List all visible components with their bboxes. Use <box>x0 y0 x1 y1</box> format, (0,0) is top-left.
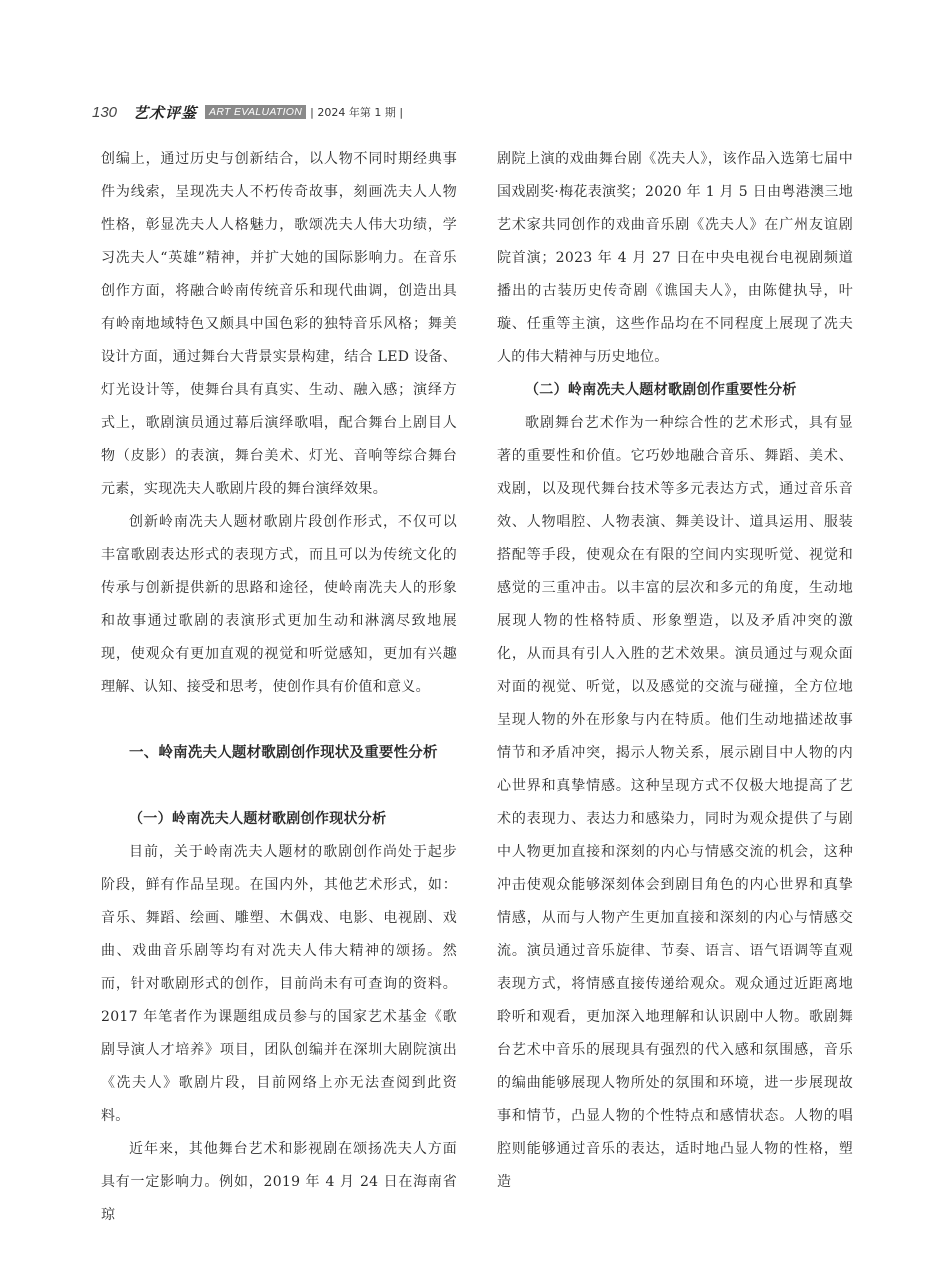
left-column <box>101 143 457 1232</box>
paragraph: 剧院上演的戏曲舞台剧《冼夫人》，该作品入选第七届中国戏剧奖·梅花表演奖；2020 年 1 月 5 日由粤港澳三地艺术家共同创作的戏曲音乐剧《冼夫人》在广州友谊剧院首演；2023 年 4 月 27 日在中央电视台电视剧频道播出的古装历史传奇剧《谯国夫人》，由陈健执导，叶璇、任重等主演，这些作品均在不同程度上展现了冼夫人的伟大精神与历史地位。 <box>497 151 853 365</box>
paragraph: 创编上，通过历史与创新结合，以人物不同时期经典事件为线索，呈现冼夫人不朽传奇故事，刻画冼夫人人物性格，彰显冼夫人人格魅力，歌颂冼夫人伟大功绩，学习冼夫人“英雄”精神，并扩大她的国际影响力。在音乐创作方面，将融合岭南传统音乐和现代曲调，创造出具有岭南地域特色又颇具中国色彩的独特音乐风格；舞美设计方面，通过舞台大背景实景构建，结合 LED 设备、灯光设计等，使舞台具有真实、生动、融入感；演绎方式上，歌剧演员通过幕后演绎歌唱，配合舞台上剧目人物（皮影）的表演，舞台美术、灯光、音响等综合舞台元素，实现冼夫人歌剧片段的舞台演绎效果。 <box>101 151 457 497</box>
subsection-heading: （一）岭南冼夫人题材歌剧创作现状分析 <box>129 811 387 827</box>
subsection-heading: （二）岭南冼夫人题材歌剧创作重要性分析 <box>525 382 797 398</box>
paragraph: 创新岭南冼夫人题材歌剧片段创作形式，不仅可以丰富歌剧表达形式的表现方式，而且可以为传统文化的传承与创新提供新的思路和途径，使岭南冼夫人的形象和故事通过歌剧的表演形式更加生动和淋漓尽致地展现，使观众有更加直观的视觉和听觉感知，更加有兴趣理解、认知、接受和思考，使创作具有价值和意义。 <box>101 514 457 695</box>
paragraph: 歌剧舞台艺术作为一种综合性的艺术形式，具有显著的重要性和价值。它巧妙地融合音乐、舞蹈、美术、戏剧，以及现代舞台技术等多元表达方式，通过音乐音效、人物唱腔、人物表演、舞美设计、道具运用、服装搭配等手段，使观众在有限的空间内实现听觉、视觉和感觉的三重冲击。以丰富的层次和多元的角度，生动地展现人物的性格特质、形象塑造，以及矛盾冲突的激化，从而具有引人入胜的艺术效果。演员通过与观众面对面的视觉、听觉，以及感觉的交流与碰撞，全方位地呈现人物的外在形象与内在特质。他们生动地描述故事情节和矛盾冲突，揭示人物关系，展示剧目中人物的内心世界和真挚情感。这种呈现方式不仅极大地提高了艺术的表现力、表达力和感染力，同时为观众提供了与剧中人物更加直接和深刻的内心与情感交流的机会，这种冲击使观众能够深刻体会到剧目角色的内心世界和真挚情感，从而与人物产生更加直接和深刻的内心与情感交流。演员通过音乐旋律、节奏、语言、语气语调等直观表现方式，将情感直接传递给观众。观众通过近距离地聆听和观看，更加深入地理解和认识剧中人物。歌剧舞台艺术中音乐的展现具有强烈的代入感和氛围感，音乐的编曲能够展现人物所处的氛围和环境，进一步展现故事和情节，凸显人物的个性特点和感情状态。人物的唱腔则能够通过音乐的表达，适时地凸显人物的性格，塑造 <box>497 415 853 1190</box>
page-number: 130 <box>92 103 118 121</box>
issue-info: | 2024 年第 1 期 | <box>310 106 404 119</box>
paragraph: 目前，关于岭南冼夫人题材的歌剧创作尚处于起步阶段，鲜有作品呈现。在国内外，其他艺术形式，如：音乐、舞蹈、绘画、雕塑、木偶戏、电影、电视剧、戏曲、戏曲音乐剧等均有对冼夫人伟大精神的颂扬。然而，针对歌剧形式的创作，目前尚未有可查询的资料。2017 年笔者作为课题组成员参与的国家艺术基金《歌剧导演人才培养》项目，团队创编并在深圳大剧院演出《冼夫人》歌剧片段，目前网络上亦无法查阅到此资料。 <box>101 844 457 1124</box>
running-header <box>92 100 403 124</box>
section-heading: 一、岭南冼夫人题材歌剧创作现状及重要性分析 <box>129 745 438 761</box>
journal-name-en: ART EVALUATION <box>205 105 306 119</box>
right-column <box>497 143 853 1199</box>
journal-logo: 艺术评鉴 <box>133 103 198 122</box>
paragraph: 近年来，其他舞台艺术和影视剧在颂扬冼夫人方面具有一定影响力。例如，2019 年 4 月 24 日在海南省琼 <box>101 1141 457 1223</box>
